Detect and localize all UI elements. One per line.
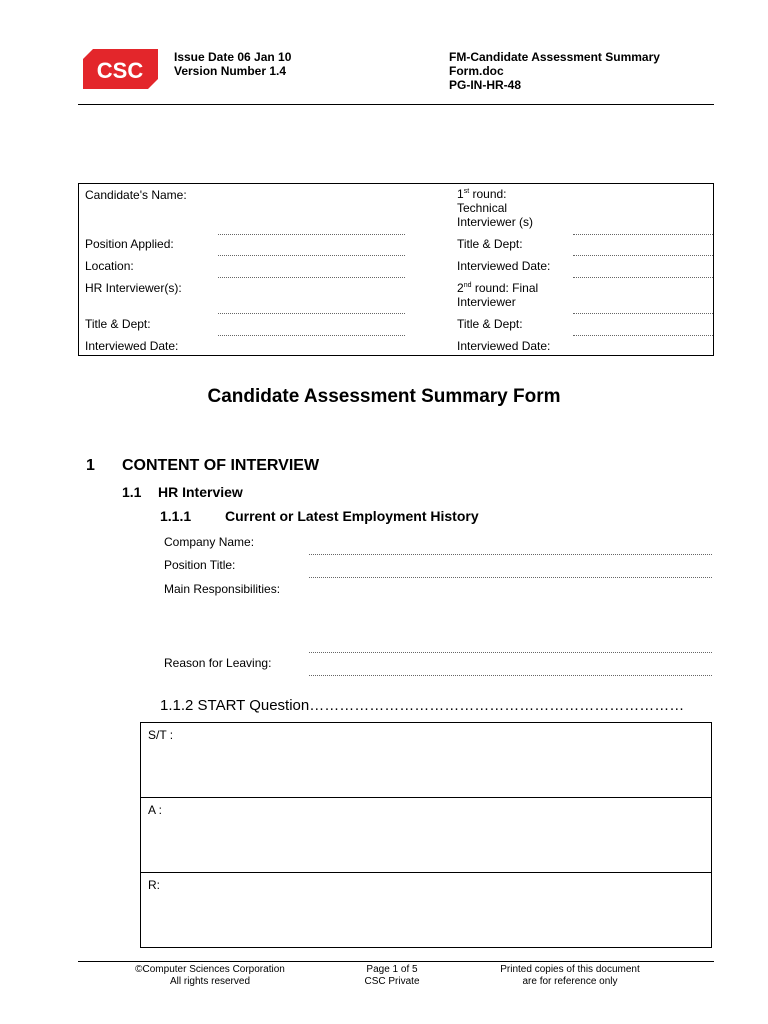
svg-text:CSC: CSC	[96, 58, 144, 83]
candidate-name-field[interactable]	[218, 183, 405, 235]
doc-name-line1: FM-Candidate Assessment Summary	[449, 50, 660, 64]
classification: CSC Private	[364, 976, 420, 987]
reason-leaving-label: Reason for Leaving:	[164, 656, 272, 670]
footer-rule	[78, 961, 714, 962]
star-r-label: R:	[148, 878, 160, 892]
company-name-label: Company Name:	[164, 535, 255, 549]
position-title-label: Position Title:	[164, 558, 236, 572]
form-title: Candidate Assessment Summary Form	[207, 386, 561, 407]
version-number: Version Number 1.4	[174, 64, 287, 78]
interviewed-date-label-right2: Interviewed Date:	[457, 339, 551, 353]
location-field[interactable]	[218, 277, 405, 278]
subsubsection-number: 1.1.1	[160, 508, 192, 524]
footer-page	[330, 964, 454, 988]
company-name-field[interactable]	[309, 554, 712, 555]
title-dept-label-left: Title & Dept:	[85, 317, 151, 331]
title-dept-label-right2: Title & Dept:	[457, 317, 523, 331]
first-round-label: 1st round:	[457, 187, 507, 201]
subsection-number: 1.1	[122, 484, 142, 500]
interviewed-date-label-right1: Interviewed Date:	[457, 259, 551, 273]
footer-notice	[470, 964, 670, 988]
notice-line1: Printed copies of this document	[500, 964, 640, 975]
notice-line2: are for reference only	[522, 976, 618, 987]
doc-code: PG-IN-HR-48	[449, 78, 522, 92]
subsection-title: HR Interview	[158, 484, 243, 500]
title-dept-field-right1[interactable]	[573, 255, 713, 256]
candidate-name-label: Candidate's Name:	[85, 188, 187, 202]
title-dept-field-left[interactable]	[218, 335, 405, 336]
title-dept-label-right1: Title & Dept:	[457, 237, 523, 251]
doc-name-line2: Form.doc	[449, 64, 504, 78]
final-interviewer-field[interactable]	[573, 313, 713, 314]
copyright-line1: ©Computer Sciences Corporation	[135, 964, 285, 975]
interviewed-date-label-left: Interviewed Date:	[85, 339, 179, 353]
csc-logo	[83, 49, 158, 89]
star-a-label: A :	[148, 803, 163, 817]
subsubsection-title: Current or Latest Employment History	[225, 508, 479, 524]
position-title-field[interactable]	[309, 577, 712, 578]
interviewers-label: Interviewer (s)	[457, 215, 534, 229]
technical-label: Technical	[457, 201, 508, 215]
header-docinfo	[449, 50, 660, 92]
location-label: Location:	[85, 259, 134, 273]
star-action-field[interactable]	[141, 798, 711, 873]
star-st-label: S/T :	[148, 728, 174, 742]
issue-date: Issue Date 06 Jan 10	[174, 50, 292, 64]
reason-leaving-field[interactable]	[309, 675, 712, 676]
copyright-line2: All rights reserved	[169, 976, 251, 987]
header-meta	[174, 50, 291, 78]
star-situation-task-field[interactable]	[141, 723, 711, 798]
second-round-label: 2nd round: Final	[457, 281, 539, 295]
footer-copyright	[100, 964, 320, 988]
start-question-heading: 1.1.2 START Question…………………………………………………………………	[160, 697, 685, 714]
position-applied-label: Position Applied:	[85, 237, 174, 251]
star-result-field[interactable]	[141, 873, 711, 948]
first-round-interviewer-field[interactable]	[573, 183, 713, 235]
page-number: Page 1 of 5	[366, 964, 418, 975]
interviewed-date-field-right1[interactable]	[573, 277, 713, 278]
main-responsibilities-field[interactable]	[309, 652, 712, 653]
title-dept-field-right2[interactable]	[573, 335, 713, 336]
hr-interviewers-label: HR Interviewer(s):	[85, 281, 182, 295]
section-number: 1	[86, 457, 95, 474]
header-rule	[78, 104, 714, 105]
main-responsibilities-label: Main Responsibilities:	[164, 582, 281, 596]
section-title: CONTENT OF INTERVIEW	[122, 457, 320, 474]
final-interviewer-label: Interviewer	[457, 295, 516, 309]
position-applied-field[interactable]	[218, 255, 405, 256]
star-answer-box	[140, 722, 712, 948]
hr-interviewers-field[interactable]	[218, 313, 405, 314]
